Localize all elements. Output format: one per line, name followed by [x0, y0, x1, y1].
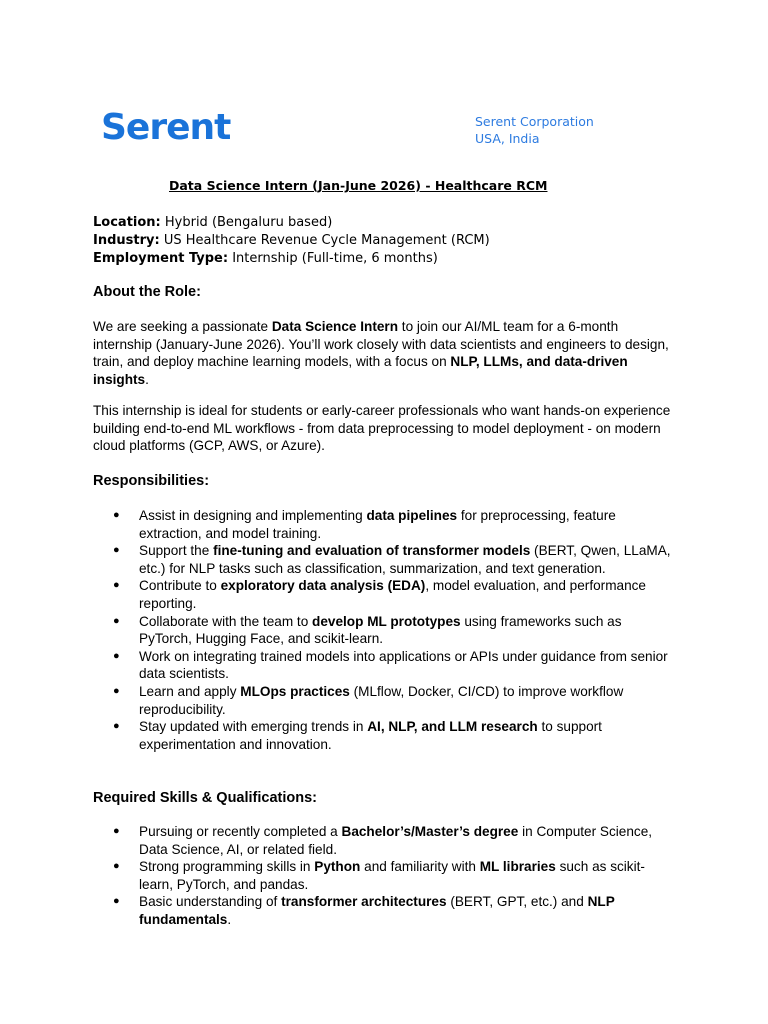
employment-line — [93, 250, 490, 268]
bold-text: AI, NLP, and LLM research — [367, 719, 538, 735]
text-run: to support experimentation and innovation. — [139, 719, 602, 752]
text-run: Basic understanding of — [139, 894, 282, 910]
text-run: . — [227, 911, 232, 927]
text-run: Learn and apply — [139, 683, 241, 699]
text-run: Assist in designing and implementing — [139, 508, 367, 523]
text-run: , model evaluation, and performance reporting. — [139, 578, 646, 611]
text-run: Collaborate with the team to — [139, 613, 313, 629]
list-item — [110, 858, 676, 893]
responsibilities-list — [110, 507, 676, 753]
text-run: Pursuing or recently completed a — [139, 824, 342, 839]
text-run: (BERT, GPT, etc.) and — [446, 894, 588, 910]
about-paragraph-2 — [93, 402, 673, 455]
text-run: such as scikit-learn, PyTorch, and pandas. — [139, 859, 645, 892]
responsibilities-heading: Responsibilities: — [93, 473, 210, 489]
company-name: Serent Corporation — [475, 114, 594, 129]
list-item — [110, 577, 676, 612]
list-item — [110, 718, 676, 753]
bold-text: ML libraries — [479, 859, 556, 875]
bold-text: develop ML prototypes — [312, 613, 461, 629]
industry-label: Industry: — [93, 233, 160, 248]
text-run: (BERT, Qwen, LLaMA, etc.) for NLP tasks such as classification, summarization, and text generation. — [139, 543, 671, 576]
text-run: for preprocessing, feature extraction, and model training. — [139, 508, 616, 541]
company-info — [475, 113, 594, 147]
bold-text: exploratory data analysis (EDA) — [220, 578, 426, 594]
bold-text: Python — [314, 859, 361, 875]
company-logo: Serent — [101, 107, 231, 148]
text-run: to join our AI/ML team for a 6-month internship (January-June 2026). You’ll work closely with data scientists and engineers to design, train, and deploy machine learning models, with a focus on — [93, 319, 669, 370]
bold-text: Bachelor’s/Master’s degree — [341, 824, 519, 839]
bold-text: NLP fundamentals — [139, 894, 615, 927]
list-item — [110, 507, 676, 542]
list-item — [110, 683, 676, 718]
list-item — [110, 648, 676, 683]
location-label: Location: — [93, 215, 161, 230]
skills-heading: Required Skills & Qualifications: — [93, 790, 317, 806]
text-run: and familiarity with — [360, 859, 480, 875]
industry-line — [93, 232, 490, 250]
text-run: Support the — [139, 543, 214, 559]
text-run: (MLflow, Docker, CI/CD) to improve workflow reproducibility. — [139, 683, 624, 717]
about-heading: About the Role: — [93, 284, 201, 300]
location-line — [93, 214, 490, 232]
bold-text: transformer architectures — [281, 894, 447, 910]
bold-text: Data Science Intern — [271, 319, 399, 334]
industry-value: US Healthcare Revenue Cycle Management (RCM) — [159, 233, 490, 248]
list-item — [110, 542, 676, 577]
bold-text: fine-tuning and evaluation of transformer models — [213, 543, 531, 559]
job-title: Data Science Intern (Jan-June 2026) - Healthcare RCM — [169, 178, 548, 193]
list-item — [110, 613, 676, 648]
text-run: Contribute to — [139, 578, 221, 594]
bold-text: NLP, LLMs, and data-driven insights — [93, 354, 628, 387]
bold-text: MLOps practices — [240, 683, 350, 699]
job-meta — [93, 214, 490, 268]
text-run: using frameworks such as PyTorch, Hugging Face, and scikit-learn. — [139, 613, 622, 647]
employment-value: Internship (Full-time, 6 months) — [228, 251, 438, 266]
list-item — [110, 893, 676, 928]
text-run: Stay updated with emerging trends in — [139, 719, 368, 735]
bold-text: data pipelines — [366, 508, 458, 523]
employment-label: Employment Type: — [93, 251, 229, 266]
text-run: in Computer Science, Data Science, AI, or related field. — [139, 824, 653, 857]
text-run: Work on integrating trained models into applications or APIs under guidance from senior data scientists. — [139, 648, 668, 682]
text-run: This internship is ideal for students or early-career professionals who want hands-on experience building end-to-end ML workflows - from data preprocessing to model deployment - on modern cloud platforms (GCP, AWS, or Azure). — [93, 403, 671, 454]
text-run: Strong programming skills in — [139, 859, 315, 875]
location-value: Hybrid (Bengaluru based) — [160, 215, 333, 230]
skills-list — [110, 823, 676, 929]
text-run: We are seeking a passionate — [93, 319, 272, 334]
company-location: USA, India — [475, 131, 540, 146]
text-run: . — [145, 371, 149, 387]
list-item — [110, 823, 676, 858]
about-paragraph-1 — [93, 318, 673, 388]
